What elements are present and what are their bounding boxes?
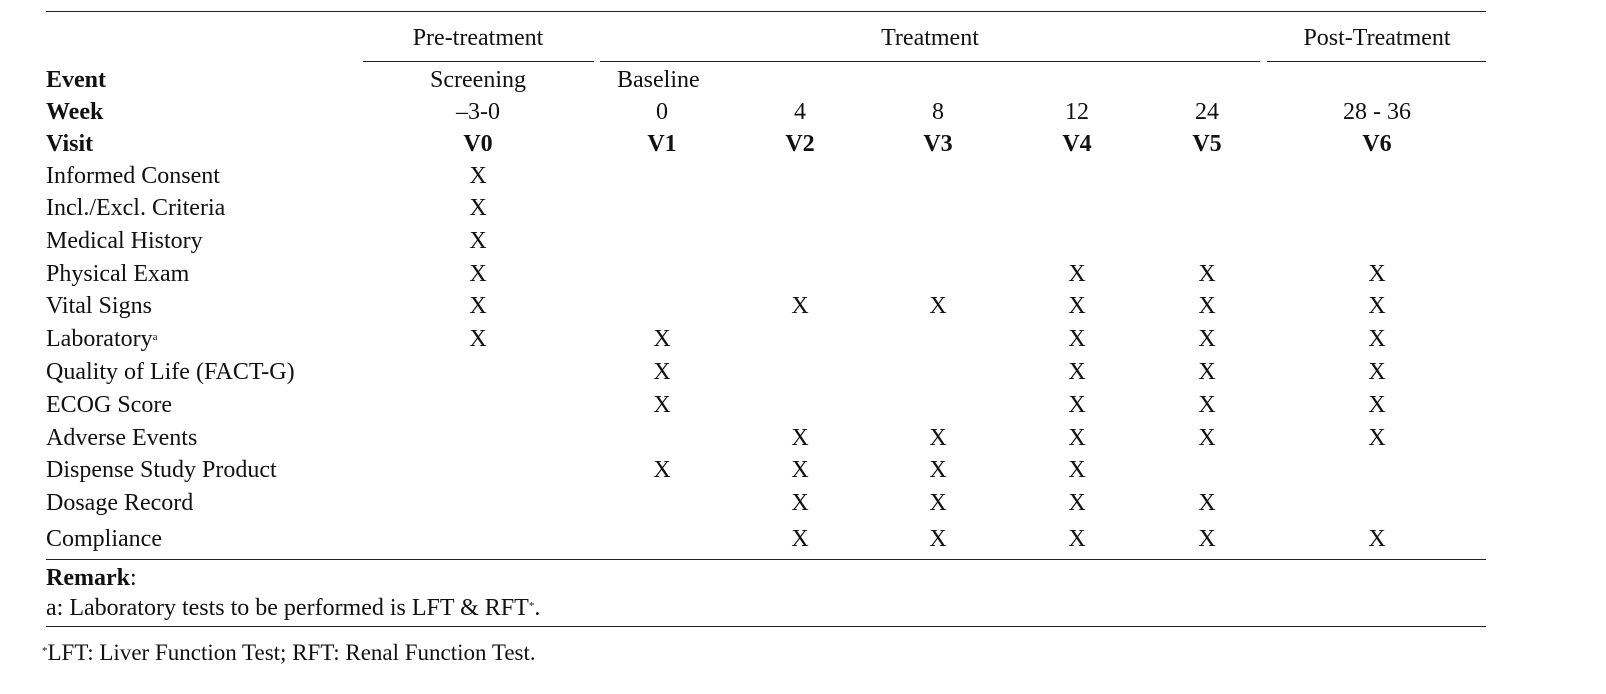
x-mark: X <box>1068 326 1086 352</box>
week-value: 12 <box>1065 99 1089 125</box>
row-label-text: Informed Consent <box>46 163 220 189</box>
row-label-text: Incl./Excl. Criteria <box>46 195 226 221</box>
x-mark: X <box>1198 526 1216 552</box>
row-label <box>46 423 197 453</box>
remark-text-body: a: Laboratory tests to be performed is LFT & RFT <box>46 595 529 621</box>
group-header-post-treatment: Post-Treatment <box>1303 25 1451 51</box>
x-mark: X <box>1068 457 1086 483</box>
visit-value: V5 <box>1192 131 1222 157</box>
x-mark: X <box>1368 261 1386 287</box>
x-mark: X <box>1368 293 1386 319</box>
x-mark: X <box>653 359 671 385</box>
row-label-text: Compliance <box>46 526 162 552</box>
visit-value: V6 <box>1362 131 1392 157</box>
group-header-treatment: Treatment <box>881 25 979 51</box>
remark-bottom-rule <box>46 626 1486 627</box>
x-mark: X <box>469 261 487 287</box>
x-mark: X <box>469 326 487 352</box>
x-mark: X <box>469 293 487 319</box>
event-screening: Screening <box>430 67 526 93</box>
footnote-text: LFT: Liver Function Test; RFT: Renal Function Test. <box>47 640 536 665</box>
week-label: Week <box>46 99 104 125</box>
row-label-text: Adverse Events <box>46 425 198 451</box>
row-label <box>46 390 172 420</box>
remark-text <box>46 593 540 623</box>
x-mark: X <box>653 326 671 352</box>
x-mark: X <box>1368 392 1386 418</box>
visit-label: Visit <box>46 131 94 157</box>
x-mark: X <box>791 526 809 552</box>
x-mark: X <box>791 293 809 319</box>
row-label <box>46 161 220 191</box>
x-mark: X <box>1368 526 1386 552</box>
table-bottom-rule <box>46 559 1486 560</box>
x-mark: X <box>929 457 947 483</box>
x-mark: X <box>791 425 809 451</box>
x-mark: X <box>1198 326 1216 352</box>
row-label <box>46 259 189 289</box>
top-rule <box>46 11 1486 12</box>
remark-text-sup: * <box>528 600 535 612</box>
x-mark: X <box>1198 490 1216 516</box>
x-mark: X <box>929 526 947 552</box>
row-label-text: ECOG Score <box>46 392 172 418</box>
remark-text-end: . <box>534 595 541 621</box>
visit-value: V1 <box>647 131 677 157</box>
row-label <box>46 291 152 321</box>
x-mark: X <box>1068 293 1086 319</box>
x-mark: X <box>1198 293 1216 319</box>
week-value: 24 <box>1195 99 1219 125</box>
x-mark: X <box>791 490 809 516</box>
x-mark: X <box>1368 359 1386 385</box>
x-mark: X <box>1068 359 1086 385</box>
row-label-text: Vital Signs <box>46 293 152 319</box>
row-label <box>46 488 193 518</box>
row-label <box>46 193 225 223</box>
group-rule-pre-treatment <box>363 61 594 62</box>
remark-heading <box>46 563 137 593</box>
visit-value: V0 <box>463 131 493 157</box>
group-rule-post-treatment <box>1267 61 1486 62</box>
row-label-sup: a <box>152 331 158 343</box>
group-header-pre-treatment: Pre-treatment <box>412 25 544 51</box>
row-label-text: Dosage Record <box>46 490 194 516</box>
remark-colon: : <box>129 565 137 591</box>
x-mark: X <box>469 163 487 189</box>
x-mark: X <box>1198 261 1216 287</box>
row-label <box>46 357 295 387</box>
x-mark: X <box>1068 526 1086 552</box>
week-value: 0 <box>656 99 668 125</box>
event-label: Event <box>46 67 106 93</box>
x-mark: X <box>791 457 809 483</box>
visit-value: V2 <box>785 131 815 157</box>
week-value: –3-0 <box>456 99 500 125</box>
x-mark: X <box>1068 392 1086 418</box>
week-value: 4 <box>794 99 806 125</box>
event-baseline: Baseline <box>617 67 700 93</box>
x-mark: X <box>1198 359 1216 385</box>
row-label-text: Dispense Study Product <box>46 457 277 483</box>
group-rule-treatment <box>600 61 1260 62</box>
week-value: 28 - 36 <box>1343 99 1411 125</box>
x-mark: X <box>1368 326 1386 352</box>
footnote <box>42 638 536 668</box>
x-mark: X <box>653 392 671 418</box>
x-mark: X <box>929 425 947 451</box>
week-value: 8 <box>932 99 944 125</box>
row-label-text: Laboratory <box>46 326 153 352</box>
row-label-text: Quality of Life (FACT-G) <box>46 359 295 385</box>
visit-value: V3 <box>923 131 953 157</box>
footnote-sup: * <box>42 645 48 657</box>
remark-title: Remark <box>46 565 130 591</box>
row-label <box>46 455 277 485</box>
x-mark: X <box>1068 425 1086 451</box>
row-label <box>46 324 158 354</box>
x-mark: X <box>1368 425 1386 451</box>
row-label <box>46 226 203 256</box>
row-label-text: Medical History <box>46 228 203 254</box>
x-mark: X <box>469 228 487 254</box>
x-mark: X <box>469 195 487 221</box>
x-mark: X <box>1068 490 1086 516</box>
row-label-text: Physical Exam <box>46 261 190 287</box>
x-mark: X <box>1068 261 1086 287</box>
x-mark: X <box>653 457 671 483</box>
x-mark: X <box>1198 392 1216 418</box>
x-mark: X <box>929 293 947 319</box>
x-mark: X <box>1198 425 1216 451</box>
visit-value: V4 <box>1062 131 1092 157</box>
row-label <box>46 524 162 554</box>
x-mark: X <box>929 490 947 516</box>
